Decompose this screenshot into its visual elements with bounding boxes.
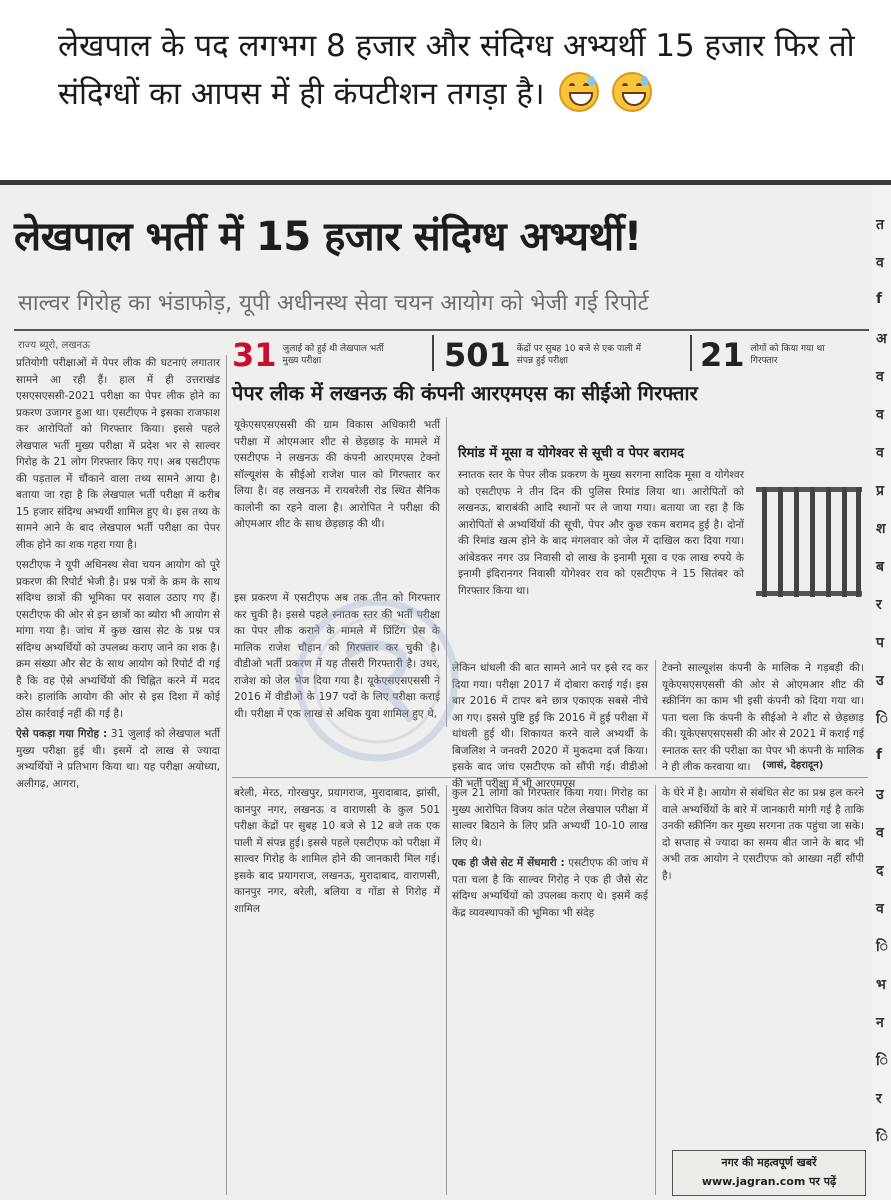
edge-glyph: र bbox=[876, 1091, 882, 1107]
column-3-middle bbox=[452, 660, 648, 790]
edge-glyph: प bbox=[876, 635, 884, 651]
stat-box-21 bbox=[700, 335, 851, 375]
stat-number: 501 bbox=[444, 336, 511, 374]
edge-glyph: ि bbox=[876, 1129, 888, 1145]
edge-glyph: व bbox=[876, 369, 884, 385]
caption-text bbox=[58, 22, 858, 118]
edge-glyph: श bbox=[876, 521, 886, 537]
column-rule bbox=[226, 355, 227, 1195]
adjacent-column-edge bbox=[872, 185, 891, 1200]
box-text bbox=[458, 467, 744, 647]
paragraph: स्नातक स्तर के पेपर लीक प्रकरण के मुख्य सरगना सादिक मूसा व योगेश्वर को एसटीएफ ने तीन दिन की पुलिस रिमांड लिया था। आरोपितों को लखनऊ, बाराबंकी आदि स्थानों पर ले जाया गया। बताया जा रहा है कि आरोपितों से अभ्यर्थियों की सूची, पेपर और कुछ रकम बरामद हुई है। दोनों की रिमांड खत्म होने के बाद मंगलवार को जेल में दाखिल करा दिया गया। आंबेडकर नगर उप्र निवासी दो लाख के इनामी मूसा व एक लाख रुपये के इनामी इंदिरानगर निवासी योगेश्वर राव को एसटीएफ ने 15 सितंबर को गिरफ्तार किया था। bbox=[458, 469, 744, 597]
paragraph: कुल 21 लोगों को गिरफ्तार किया गया। गिरोह का मुख्य आरोपित विजय कांत पटेल लेखपाल परीक्षा में साल्वर बिठाने के लिए प्रति अभ्यर्थी 10-10 लाख लिए थे। bbox=[452, 787, 648, 849]
column-2-top bbox=[234, 417, 440, 585]
stat-separator bbox=[690, 335, 692, 371]
stat-number: 21 bbox=[700, 336, 745, 374]
edge-glyph: भ bbox=[876, 977, 886, 993]
paragraph: इस प्रकरण में एसटीएफ अब तक तीन को गिरफ्तार कर चुकी है। इससे पहले स्नातक स्तर की भर्ती परीक्षा का पेपर लीक कराने के मामले में प्रिंटिंग प्रेस के मालिक राजेश चौहान को गिरफ्तार कर चुकी है। वीडीओ भर्ती प्रकरण में यह तीसरी गिरफ्तारी है। उधर, राजेश को जेल भेज दिया गया है। यूकेएसएसएससी ने 2016 में वीडीओ के 197 पदों के लिए परीक्षा कराई थी। परीक्षा में एक लाख से अधिक युवा शामिल हुए थे, bbox=[234, 592, 440, 720]
edge-glyph: व bbox=[876, 255, 884, 271]
edge-glyph: अ bbox=[876, 331, 887, 347]
stat-number: 31 bbox=[232, 336, 277, 374]
article-headline: लेखपाल भर्ती में 15 हजार संदिग्ध अभ्यर्थी! bbox=[14, 214, 642, 260]
stat-description: केंद्रों पर सुबह 10 बजे से एक पाली में संपन्न हुई परीक्षा bbox=[516, 344, 642, 366]
paragraph: प्रतियोगी परीक्षाओं में पेपर लीक की घटनाएं लगातार सामने आ रही हैं। हाल में ही उत्तराखंड एसएसएससी-2021 परीक्षा का पेपर लीक होने का प्रकरण उजागर हुआ था। एसटीएफ ने इसका राजफाश कर आरोपितों को गिरफ्तार किया। इससे पहले लेखपाल भर्ती मुख्य परीक्षा में प्रदेश भर से साल्वर गिरोह के 21 लोग गिरफ्तार किए गए। अब एसटीएफ की पड़ताल में चौंकाने वाला तथ्य सामने आया है। बताया जा रहा है कि लेखपाल भर्ती परीक्षा में करीब 15 हजार संदिग्ध अभ्यर्थी शामिल हुए थे। इस तथ्य के सामने आने के बाद लेखपाल भर्ती परीक्षा का पेपर लीक होने का शक गहरा गया है। bbox=[16, 357, 220, 551]
edge-glyph: ि bbox=[876, 1053, 888, 1069]
edge-glyph: ब bbox=[876, 559, 884, 575]
stat-description: जुलाई को हुई थी लेखपाल भर्ती मुख्य परीक्षा bbox=[282, 344, 384, 366]
paragraph: एसटीएफ ने यूपी अधिनस्थ सेवा चयन आयोग को पूरे प्रकरण की रिपोर्ट भेजी है। प्रश्न पत्रों के क्रम के साथ संदिग्ध छात्रों की भूमिका पर सवाल उठाए गए हैं। एसटीएफ की ओर से इन छात्रों का ब्योरा भी आयोग से मांगा गया है। जांच में कुछ खास सेट के प्रश्न पत्र संदिग्ध अभ्यर्थियों को उपलब्ध कराए जाने का शक है। क्रम संख्या और सेट के साथ आयोग को रिपोर्ट दी गई है कि वह ऐसे अभ्यर्थियों की चिह्नित करने में मदद करे। हालांकि आयोग की ओर से इस दिशा में कोई ठोस कार्रवाई नहीं की गई है। bbox=[16, 559, 220, 720]
section-rule bbox=[232, 777, 868, 778]
paragraph: बरेली, मेरठ, गोरखपुर, प्रयागराज, मुरादाबाद, झांसी, कानपुर नगर, लखनऊ व वाराणसी के कुल 501 परीक्षा केंद्रों पर सुबह 10 बजे से 12 बजे तक एक पाली में संपन्न हुई। इससे पहले एसटीएफ को परीक्षा में साल्वर गिरोह के शामिल होने की जानकारी मिल गई। इसके बाद प्रयागराज, लखनऊ, मुरादाबाद, वाराणसी, कानपुर नगर, बरेली, बलिया व गोंडा से गिरोह में शामिल bbox=[234, 787, 440, 915]
stat-description: लोगों को किया गया था गिरफ्तार bbox=[750, 344, 825, 366]
paragraph-text: 31 जुलाई को लेखपाल भर्ती मुख्य परीक्षा हुई थी। इसमें दो लाख से ज्यादा अभ्यर्थियों ने प्रतिभाग किया था। यह परीक्षा अयोध्या, अलीगढ़, आगरा, bbox=[16, 728, 220, 790]
column-4-bottom bbox=[662, 785, 864, 965]
column-3-bottom bbox=[452, 785, 648, 1195]
jail-bars-icon bbox=[748, 483, 866, 601]
newspaper-clipping bbox=[0, 185, 891, 1200]
stat-box-501 bbox=[444, 335, 647, 375]
column-rule bbox=[655, 785, 656, 1195]
edge-glyph: व bbox=[876, 825, 884, 841]
jagran-footer-box bbox=[672, 1150, 866, 1196]
watermark-logo-icon bbox=[292, 595, 462, 765]
column-rule bbox=[655, 660, 656, 770]
footer-link: www.jagran.com पर पढ़ें bbox=[701, 1175, 837, 1188]
edge-glyph: द bbox=[876, 863, 884, 879]
stat-separator bbox=[432, 335, 434, 371]
edge-glyph: व bbox=[876, 445, 884, 461]
paragraph-lead: ऐसे पकड़ा गया गिरोह : bbox=[16, 728, 108, 740]
edge-glyph: न bbox=[876, 1015, 884, 1031]
article-subhead: साल्वर गिरोह का भंडाफोड़, यूपी अधीनस्थ सेवा चयन आयोग को भेजी गई रिपोर्ट bbox=[18, 291, 649, 316]
paragraph-lead: एक ही जैसे सेट में सेंधमारी : bbox=[452, 857, 565, 869]
caption-line: लेखपाल के पद लगभग 8 हजार और संदिग्ध अभ्यर्थी 15 हजार फिर तो संदिग्धों का आपस में ही कंपटीशन तगड़ा है। bbox=[58, 28, 855, 112]
paragraph bbox=[16, 726, 220, 792]
edge-glyph: व bbox=[876, 407, 884, 423]
article-source: (जासं, देहरादून) bbox=[762, 760, 824, 771]
edge-glyph: f bbox=[876, 291, 883, 307]
section-headline: पेपर लीक में लखनऊ की कंपनी आरएमएस का सीईओ गिरफ्तार bbox=[232, 381, 698, 405]
headline-rule bbox=[14, 329, 869, 331]
edge-glyph: त bbox=[876, 217, 884, 233]
paragraph bbox=[452, 855, 648, 921]
edge-glyph: ि bbox=[876, 939, 888, 955]
footer-title: नगर की महत्वपूर्ण खबरें bbox=[721, 1156, 817, 1169]
post-caption bbox=[0, 0, 891, 180]
column-rule bbox=[446, 785, 447, 1195]
edge-glyph: र bbox=[876, 597, 882, 613]
article-byline: राज्य ब्यूरो, लखनऊ bbox=[18, 340, 90, 351]
paragraph: यूकेएसएसएससी की ग्राम विकास अधिकारी भर्ती परीक्षा में ओएमआर शीट से छेड़छाड़ के मामले में एसटीएफ ने लखनऊ की कंपनी आरएमएस टेक्नो सॉल्यूशंस के सीईओ राजेश पाल को गिरफ्तार कर लिया है। वह लखनऊ में रायबरेली रोड स्थित सैनिक कालोनी का रहने वाला है। आरोपित ने परीक्षा की ओएमआर शीट के साथ छेड़छाड़ की थी। bbox=[234, 419, 440, 530]
grinning-sweat-emoji-icon bbox=[612, 72, 652, 112]
grinning-sweat-emoji-icon bbox=[559, 72, 599, 112]
box-headline: रिमांड में मूसा व योगेश्वर से सूची व पेपर बरामद bbox=[458, 446, 685, 461]
edge-glyph: ि bbox=[876, 711, 888, 727]
edge-glyph: उ bbox=[876, 787, 884, 803]
paragraph-text: एसटीएफ की जांच में पता चला है कि साल्वर गिरोह ने एक ही जैसे सेट संदिग्ध अभ्यर्थियों को उपलब्ध कराए थे। इसमें कई केंद्र व्यवस्थापकों की भूमिका भी संदेह bbox=[452, 857, 648, 919]
paragraph: के घेरे में है। आयोग से संबंधित सेट का प्रश्न हल करने वाले अभ्यर्थियों के बारे में जानकारी मांगी गई है ताकि उनकी स्क्रीनिंग कर मुख्य सरगना तक पहुंचा जा सके। दो सप्ताह से ज्यादा का समय बीत जाने के बाद भी अभी तक आयोग ने एसटीएफ को आख्या नहीं सौंपी है। bbox=[662, 787, 864, 882]
edge-glyph: उ bbox=[876, 673, 884, 689]
paragraph: टेक्नो साल्यूशंस कंपनी के मालिक ने गड़बड़ी की। यूकेएसएसएससी की ओर से ओएमआर शीट की स्क्रीनिंग का काम भी इसी कंपनी को दिया गया था। पता चला कि कंपनी के सीईओ ने शीट से छेड़छाड़ की। यूकेएसएसएससी की ओर से 2021 में कराई गई स्नातक स्तर की परीक्षा का पेपर भी कंपनी के मालिक ने ही लीक करवाया था। bbox=[662, 662, 864, 773]
edge-glyph: प्र bbox=[876, 483, 884, 499]
edge-glyph: f bbox=[876, 747, 883, 763]
edge-glyph: व bbox=[876, 901, 884, 917]
column-2-bottom bbox=[234, 785, 440, 1195]
column-1 bbox=[16, 355, 220, 1195]
stat-box-31 bbox=[232, 335, 393, 375]
paragraph: लेकिन धांधली की बात सामने आने पर इसे रद कर दिया गया। परीक्षा 2017 में दोबारा कराई गई। इस बार 2016 में टापर बने छात्र एकाएक सबसे नीचे आ गए। इससे पुष्टि हुई कि 2016 में हुई परीक्षा में धांधली हुई थी। शिकायत करने वाले अभ्यर्थी के बिजलिश ने जनवरी 2020 में मुकदमा दर्ज किया। इसके बाद जांच एसटीएफ को सौंपी गई। वीडीओ की भर्ती परीक्षा में भी आरएमएस bbox=[452, 662, 648, 790]
